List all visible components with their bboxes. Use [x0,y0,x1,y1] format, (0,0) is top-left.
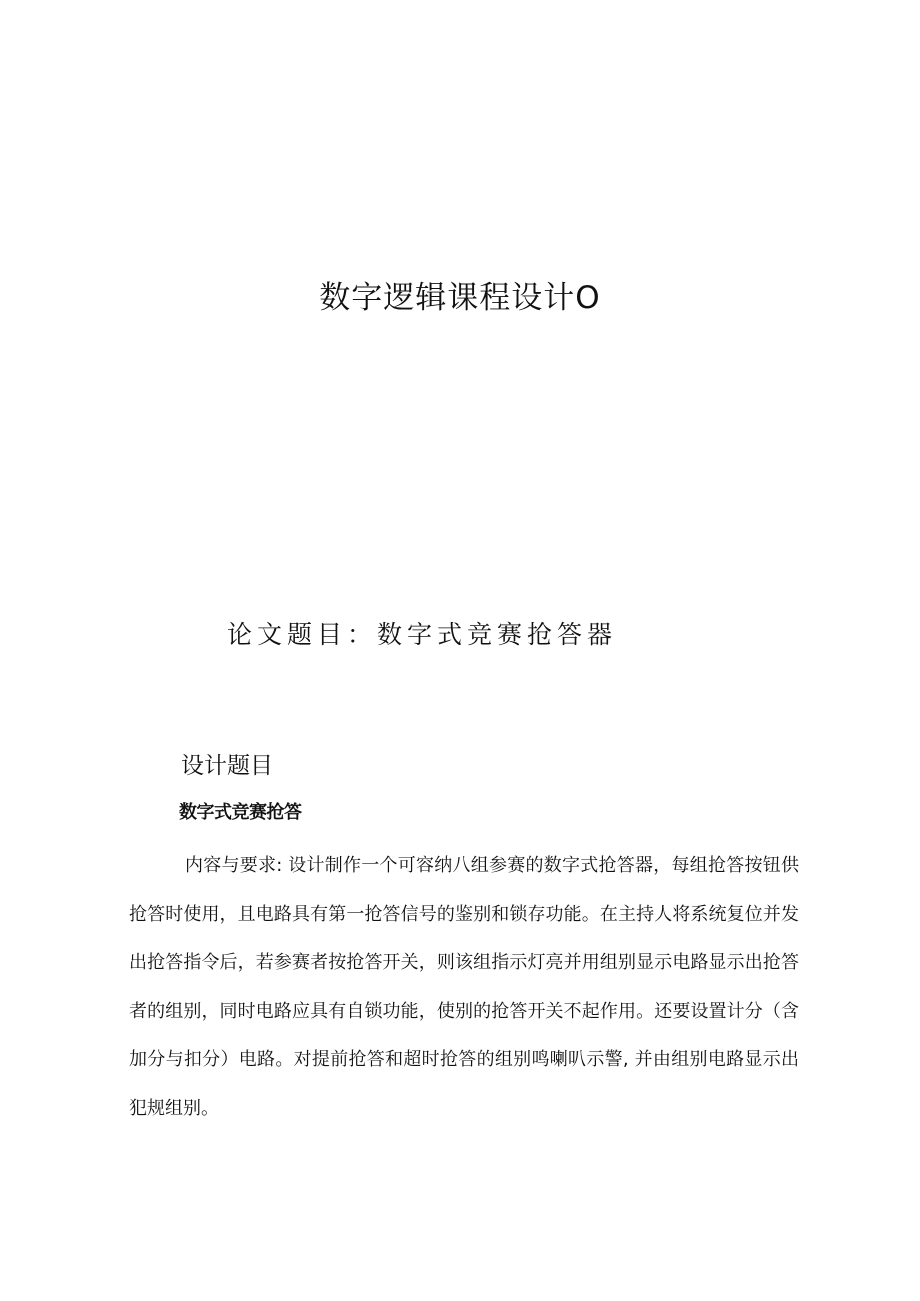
section-subtitle: 数字式竞赛抢答 [179,802,302,823]
section-heading: 设计题目 [181,753,273,779]
thesis-title: 论文题目：数字式竞赛抢答器 [227,620,618,649]
body-paragraph: 内容与要求: 设计制作一个可容纳八组参赛的数字式抢答器，每组抢答按钮供抢答时使用，且电路具有第一抢答信号的鉴别和锁存功能。在主持人将系统复位并发出抢答指令后，若参赛者按抢答开关，则该组指示灯亮并用组别显示电路显示出抢答者的组别，同时电路应具有自锁功能，使别的抢答开关不起作用。还要设置计分（含加分与扣分）电路。对提前抢答和超时抢答的组别鸣喇叭示警, 并由组别电路显示出犯规组别。 [129,855,799,1119]
main-title: 数字逻辑课程设计O [319,280,601,316]
